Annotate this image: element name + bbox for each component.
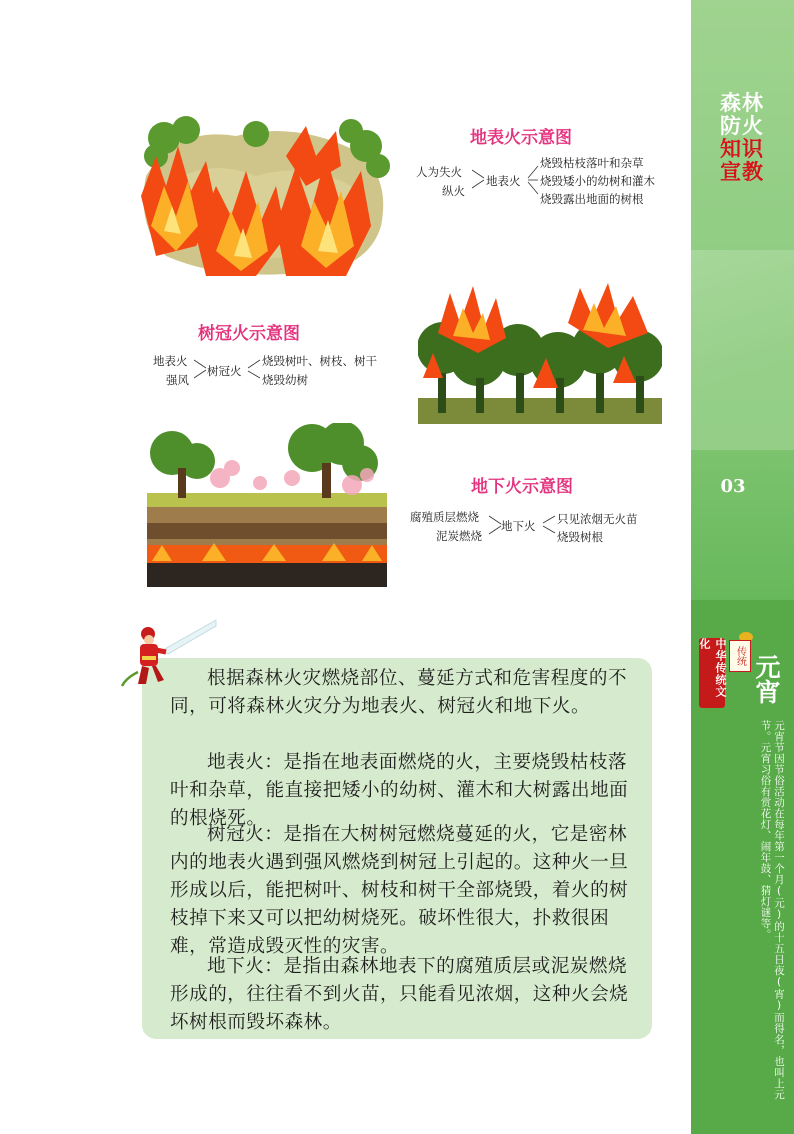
crown-fire-effect-1: 烧毁树叶、树枝、树干 bbox=[262, 354, 377, 368]
sidebar-title-part1: 森林防火 bbox=[720, 91, 764, 138]
surface-fire-effect-1: 烧毁枯枝落叶和杂草 bbox=[540, 156, 644, 170]
crown-fire-effect-2: 烧毁幼树 bbox=[262, 373, 308, 387]
body-paragraph-4: 地下火：是指由森林地表下的腐殖质层或泥炭燃烧形成的，往往看不到火苗，只能看见浓烟，这种火会烧坏树根而毁坏森林。 bbox=[170, 956, 629, 1033]
body-paragraph-2: 地表火：是指在地表面燃烧的火，主要烧毁枯枝落叶和杂草，能直接把矮小的幼树、灌木和大树露出地面的根烧死。 bbox=[170, 752, 629, 829]
ground-fire-source-1: 腐殖质层燃烧 bbox=[410, 510, 479, 524]
body-paragraph-1: 根据森林火灾燃烧部位、蔓延方式和危害程度的不同，可将森林火灾分为地表火、树冠火和地下火。 bbox=[170, 668, 628, 717]
ground-fire-effect-1: 只见浓烟无火苗 bbox=[557, 512, 638, 526]
ground-fire-arrows bbox=[487, 508, 562, 544]
culture-badge-title: 元宵 bbox=[752, 654, 781, 704]
sidebar-title bbox=[720, 92, 764, 184]
culture-badge bbox=[699, 632, 781, 712]
body-paragraph-3: 树冠火：是指在大树树冠燃烧蔓延的火，它是密林内的地表火遇到强风燃烧到树冠上引起的。这种火一旦形成以后，能把树叶、树枝和树干全部烧毁，着火的树枝掉下来又可以把幼树烧死。破坏性很大，扑救很困难，常造成毁灭性的灾害。 bbox=[170, 824, 629, 957]
crown-fire-illustration bbox=[418, 278, 662, 424]
crown-fire-title: 树冠火示意图 bbox=[198, 324, 300, 344]
surface-fire-title: 地表火示意图 bbox=[470, 128, 572, 148]
crown-fire-arrows bbox=[192, 352, 267, 388]
lantern-festival-text: 元宵节因节俗活动在每年第一个月(元)的十五日夜(宵)而得名，也叫上元节。元宵习俗有赏花灯、闹年鼓、猜灯谜等。 bbox=[759, 720, 785, 1100]
crown-fire-source-1: 地表火 bbox=[153, 354, 188, 368]
ground-fire-source-2: 泥炭燃烧 bbox=[436, 529, 482, 543]
surface-fire-illustration bbox=[136, 116, 394, 282]
ground-fire-title: 地下火示意图 bbox=[471, 477, 573, 497]
culture-badge-label: 中华传统文化 bbox=[699, 638, 725, 708]
crown-fire-source-2: 强风 bbox=[166, 373, 189, 387]
ground-fire-illustration bbox=[142, 423, 392, 587]
culture-badge-tag: 传统 bbox=[729, 640, 751, 672]
crown-fire-center: 树冠火 bbox=[207, 364, 242, 378]
surface-fire-center: 地表火 bbox=[486, 174, 521, 188]
sidebar-mid-band bbox=[691, 450, 794, 600]
sidebar-title-part2: 知识宣教 bbox=[720, 137, 764, 184]
ground-fire-center: 地下火 bbox=[501, 519, 536, 533]
surface-fire-source-1: 人为失火 bbox=[416, 165, 462, 179]
ground-fire-effect-2: 烧毁树根 bbox=[557, 530, 603, 544]
sidebar-top-band bbox=[691, 0, 794, 450]
page-number: 03 bbox=[720, 476, 746, 497]
surface-fire-source-2: 纵火 bbox=[442, 184, 465, 198]
surface-fire-arrows bbox=[470, 160, 545, 200]
sidebar bbox=[691, 0, 794, 1134]
surface-fire-effect-3: 烧毁露出地面的树根 bbox=[540, 192, 644, 206]
surface-fire-effect-2: 烧毁矮小的幼树和灌木 bbox=[540, 174, 655, 188]
